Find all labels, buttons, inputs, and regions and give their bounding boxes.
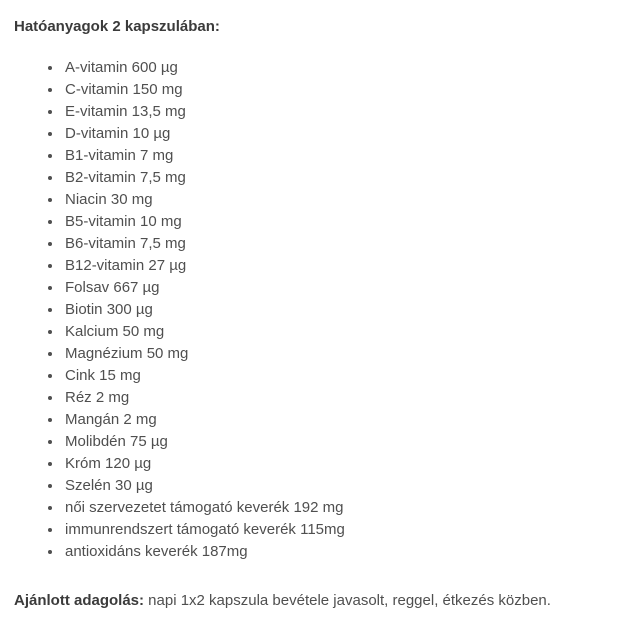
ingredient-item: • B2-vitamin 7,5 mg bbox=[63, 167, 622, 189]
ingredient-item: • D-vitamin 10 µg bbox=[63, 123, 622, 145]
ingredient-item: • Szelén 30 µg bbox=[63, 475, 622, 497]
ingredient-item: • E-vitamin 13,5 mg bbox=[63, 101, 622, 123]
ingredient-item: • Cink 15 mg bbox=[63, 365, 622, 387]
ingredient-item: • B1-vitamin 7 mg bbox=[63, 145, 622, 167]
ingredient-item: • A-vitamin 600 µg bbox=[63, 57, 622, 79]
ingredient-item: • női szervezetet támogató keverék 192 mg bbox=[63, 497, 622, 519]
ingredient-item: • Folsav 667 µg bbox=[63, 277, 622, 299]
dosage-label: Ajánlott adagolás: bbox=[14, 592, 145, 609]
dosage-text: napi 1x2 kapszula bevétele javasolt, reggel, étkezés közben. bbox=[144, 592, 551, 609]
ingredient-item: • B12-vitamin 27 µg bbox=[63, 255, 622, 277]
ingredient-item: • Kalcium 50 mg bbox=[63, 321, 622, 343]
ingredient-item: • Magnézium 50 mg bbox=[63, 343, 622, 365]
ingredient-item: • Niacin 30 mg bbox=[63, 189, 622, 211]
ingredient-item: • Réz 2 mg bbox=[63, 387, 622, 409]
ingredients-heading: Hatóanyagok 2 kapszulában: bbox=[14, 18, 220, 35]
ingredient-item: • Molibdén 75 µg bbox=[63, 431, 622, 453]
ingredient-item: • B6-vitamin 7,5 mg bbox=[63, 233, 622, 255]
dosage-line bbox=[0, 563, 622, 610]
ingredient-item: • Mangán 2 mg bbox=[63, 409, 622, 431]
ingredients-list bbox=[0, 57, 622, 563]
ingredient-item: • C-vitamin 150 mg bbox=[63, 79, 622, 101]
ingredient-item: • Biotin 300 µg bbox=[63, 299, 622, 321]
ingredient-item: • antioxidáns keverék 187mg bbox=[63, 541, 622, 563]
ingredient-item: • B5-vitamin 10 mg bbox=[63, 211, 622, 233]
ingredient-item: • Króm 120 µg bbox=[63, 453, 622, 475]
ingredient-item: • immunrendszert támogató keverék 115mg bbox=[63, 519, 622, 541]
